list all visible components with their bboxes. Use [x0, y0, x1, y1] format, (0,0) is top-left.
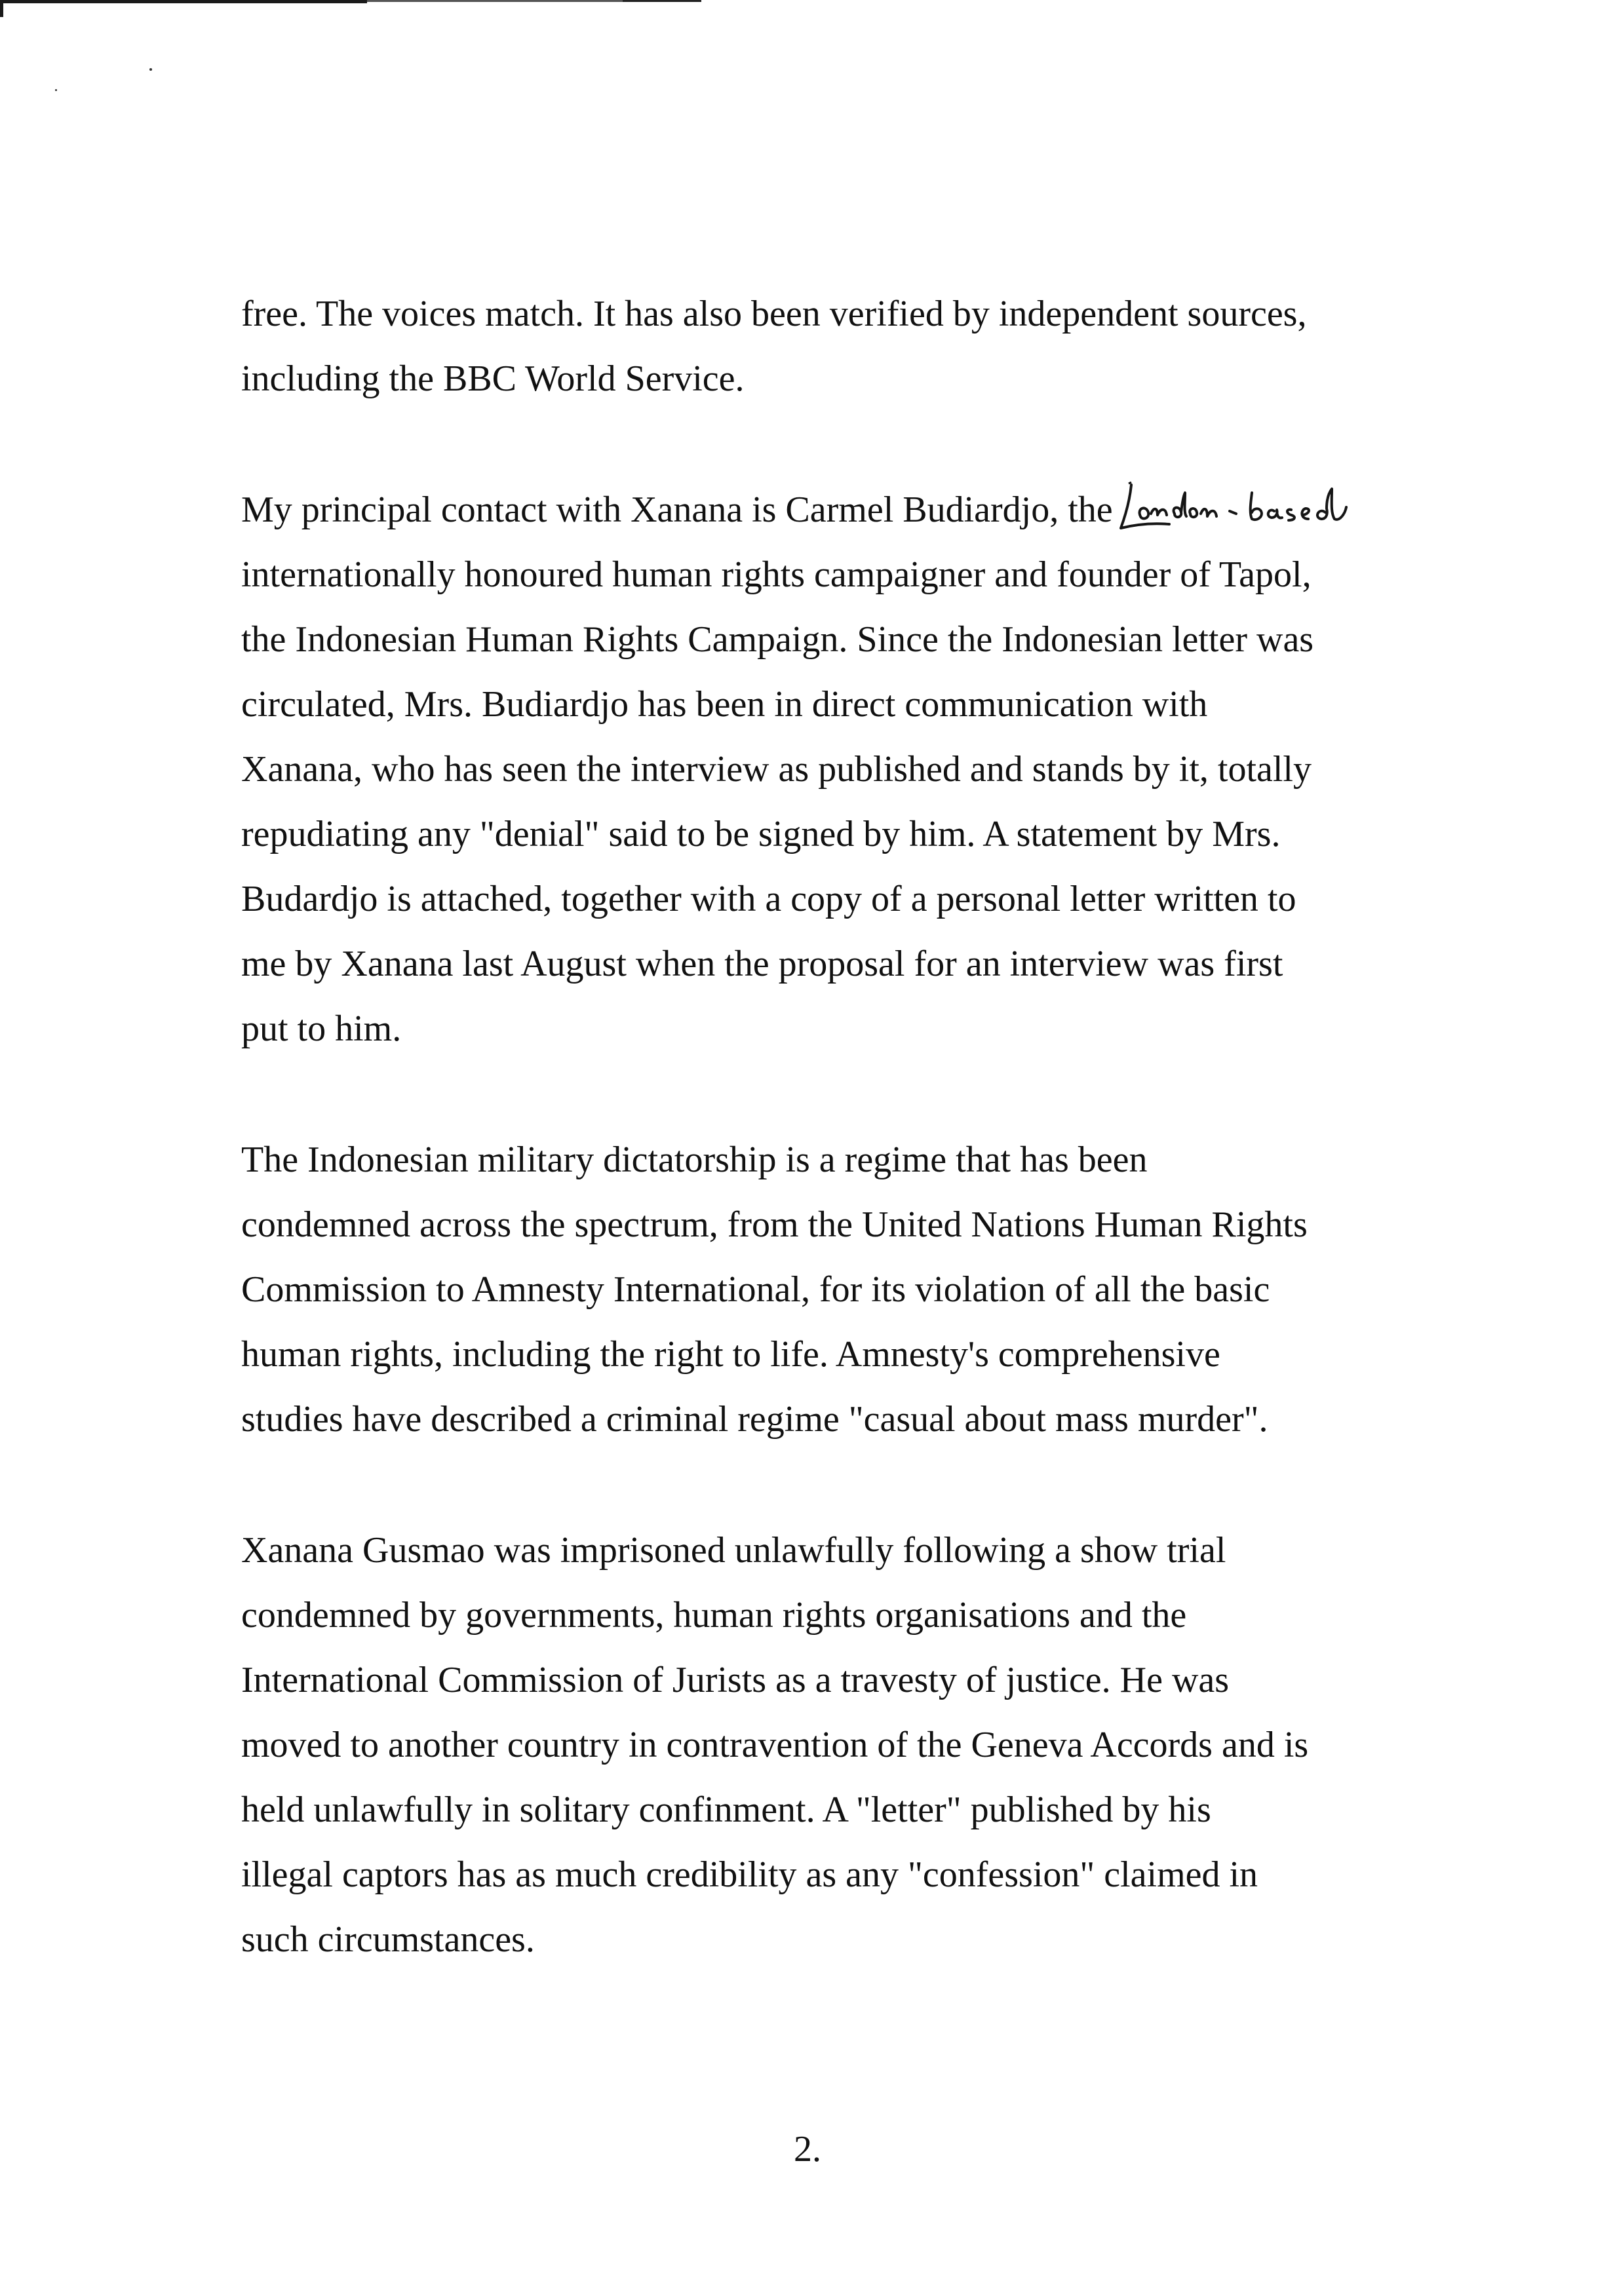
scan-edge-left	[0, 0, 3, 17]
scan-edge-top-right	[623, 0, 701, 2]
text-line: internationally honoured human rights campaigner and founder of Tapol,	[241, 554, 1312, 595]
text-line: human rights, including the right to life. Amnesty's comprehensive	[241, 1334, 1220, 1375]
scan-speck	[149, 68, 152, 71]
text-line: free. The voices match. It has also been verified by independent sources,	[241, 294, 1307, 334]
text-line: circulated, Mrs. Budiardjo has been in direct communication with	[241, 684, 1208, 725]
scan-speck	[55, 89, 57, 91]
scan-edge-top-mid	[367, 0, 629, 2]
text-line-with-insert	[241, 478, 1408, 543]
text-line: My principal contact with Xanana is Carmel Budiardjo, the	[241, 489, 1113, 530]
paragraph-4	[241, 1518, 1408, 1972]
text-line: put to him.	[241, 1008, 402, 1049]
text-line: me by Xanana last August when the proposal for an interview was first	[241, 944, 1283, 984]
text-line: repudiating any "denial" said to be signed by him. A statement by Mrs.	[241, 814, 1281, 854]
text-line: condemned across the spectrum, from the United Nations Human Rights	[241, 1204, 1308, 1245]
paragraph-3	[241, 1128, 1408, 1452]
text-line: Xanana, who has seen the interview as published and stands by it, totally	[241, 749, 1312, 790]
text-line: Budardjo is attached, together with a copy of a personal letter written to	[241, 879, 1296, 919]
text-line: illegal captors has as much credibility as any "confession" claimed in	[241, 1854, 1258, 1895]
letter-page-body	[241, 282, 1408, 1972]
scan-edge-top-left	[0, 0, 367, 3]
paragraph-gap	[241, 1062, 1408, 1128]
text-line: the Indonesian Human Rights Campaign. Since the Indonesian letter was	[241, 619, 1314, 660]
paragraph-2	[241, 478, 1408, 1062]
text-line: held unlawfully in solitary confinment. A "letter" published by his	[241, 1789, 1211, 1830]
text-line: studies have described a criminal regime "casual about mass murder".	[241, 1399, 1268, 1440]
page-number: 2.	[794, 2129, 821, 2170]
text-line: International Commission of Jurists as a travesty of justice. He was	[241, 1660, 1230, 1700]
text-line: The Indonesian military dictatorship is a regime that has been	[241, 1139, 1148, 1180]
text-line: Xanana Gusmao was imprisoned unlawfully following a show trial	[241, 1530, 1226, 1571]
text-line: including the BBC World Service.	[241, 358, 745, 399]
handwritten-insert-london-based	[1117, 481, 1379, 536]
text-line: such circumstances.	[241, 1919, 535, 1960]
paragraph-gap	[241, 1452, 1408, 1518]
paragraph-1	[241, 282, 1408, 411]
text-line: condemned by governments, human rights organisations and the	[241, 1595, 1187, 1636]
text-line: moved to another country in contravention of the Geneva Accords and is	[241, 1725, 1309, 1765]
text-line: Commission to Amnesty International, for its violation of all the basic	[241, 1269, 1270, 1310]
paragraph-gap	[241, 411, 1408, 478]
